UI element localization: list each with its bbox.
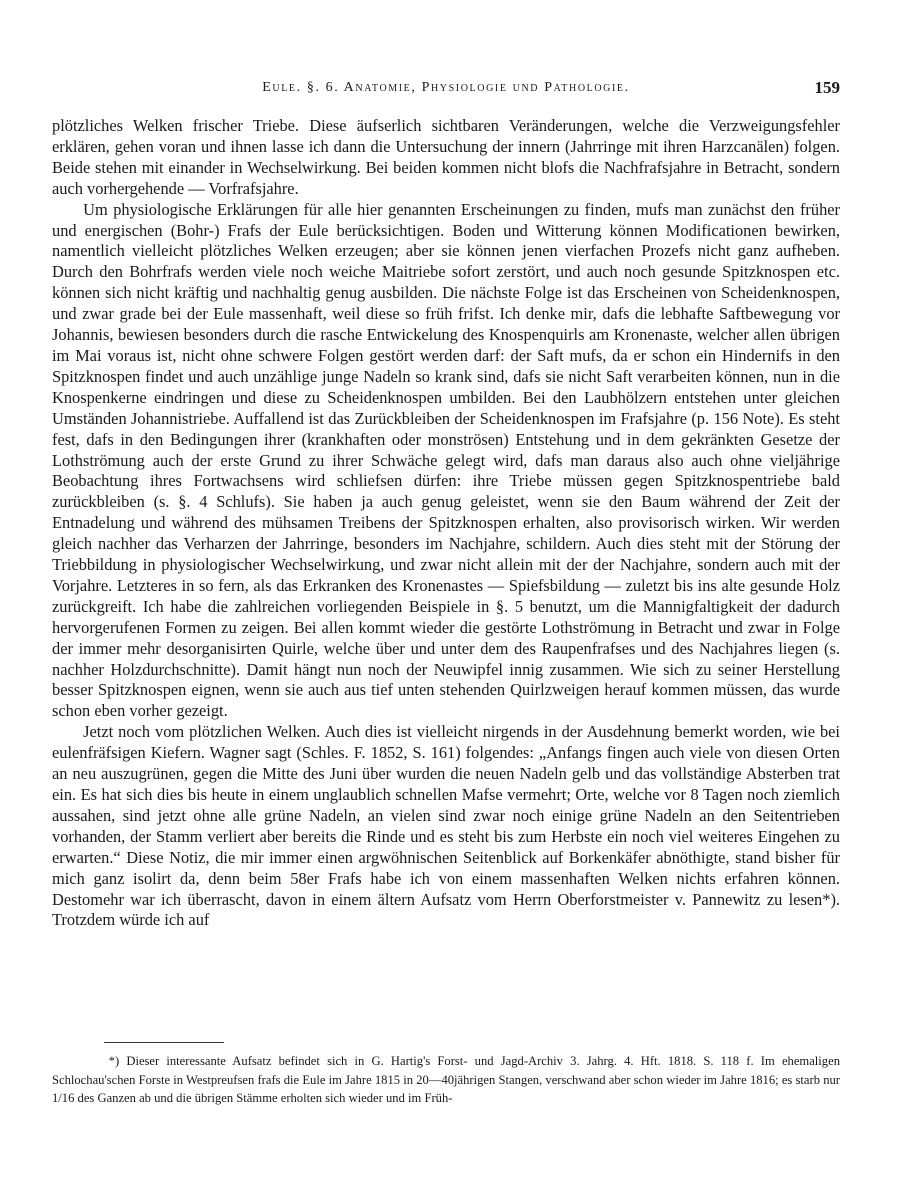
- body-text: [52, 116, 840, 931]
- page-header: [52, 80, 840, 104]
- page-number: 159: [814, 78, 840, 97]
- paragraph: Jetzt noch vom plötzlichen Welken. Auch dies ist vielleicht nirgends in der Ausdehnung bemerkt worden, wie bei eulenfräfsigen Kiefern. Wagner sagt (Schles. F. 1852, S. 161) folgendes: „Anfangs fingen auch viele von diesen Orten an neu auszugrünen, gegen die Mitte des Juni über wurden die neuen Nadeln gelb und das vollständige Absterben trat ein. Es hat sich dies bis heute in einem unglaublich schnellen Mafse vermehrt; Orte, welche vor 8 Tagen noch ziemlich aussahen, sind jetzt ohne alle grüne Nadeln, an vielen sind zwar noch einige grüne Nadeln an den Seitentrieben vorhanden, der Stamm verliert aber bereits die Rinde und es steht bis zum Herbste ein noch viel weiteres Eingehen zu erwarten.“ Diese Notiz, die mir immer einen argwöhnischen Seitenblick auf Borkenkäfer abnöthigte, stand bisher für mich ganz isolirt da, denn beim 58er Frafs habe ich von einem massenhaften Welken nichts erfahren können. Destomehr war ich überrascht, davon in einem ältern Aufsatz vom Herrn Oberforstmeister v. Pannewitz zu lesen*). Trotzdem würde ich auf: [52, 722, 840, 930]
- paragraph: plötzliches Welken frischer Triebe. Diese äufserlich sichtbaren Veränderungen, welche die Verzweigungsfehler erklären, gehen voran und ihnen lasse ich dann die Untersuchung der innern (Jahrringe mit ihren Harzcanälen) folgen. Beide stehen mit einander in Wechselwirkung. Bei beiden kommen nicht blofs die Nachfrafsjahre in Betracht, sondern auch vorhergehende — Vorfrafsjahre.: [52, 116, 840, 198]
- footnote-separator: [104, 1042, 224, 1043]
- footnote-text: *) Dieser interessante Aufsatz befindet sich in G. Hartig's Forst- und Jagd-Archiv 3. Jahrg. 4. Hft. 1818. S. 118 f. Im ehemaligen Schlochau'schen Forste in Westpreufsen frafs die Eule im Jahre 1815 in 20—40jährigen Stangen, verschwand aber schon wieder im Jahre 1816; es starb nur 1/16 des Ganzen ab und die übrigen Stämme erholten sich wieder und im Früh-: [52, 1054, 840, 1105]
- paragraph: Um physiologische Erklärungen für alle hier genannten Erscheinungen zu finden, mufs man zunächst den früher und energischen (Bohr-) Frafs der Eule berücksichtigen. Boden und Witterung können Modificationen bewirken, namentlich vielleicht plötzliches Welken erzeugen; aber sie können jenen vierfachen Prozefs nicht ganz aufheben. Durch den Bohrfrafs werden viele noch weiche Maitriebe sofort zerstört, und auch noch gesunde Spitzknospen etc. können sich nicht kräftig und nachhaltig genug ausbilden. Die nächste Folge ist das Erscheinen von Scheidenknospen, und zwar grade bei der Eule massenhaft, weil diese so früh frifst. Ich denke mir, dafs die lebhafte Saftbewegung vor Johannis, bewiesen besonders durch die rasche Entwickelung des Knospenquirls am Kronenaste, welcher allen übrigen im Mai voraus ist, nicht ohne schwere Folgen gestört werden darf: der Saft mufs, da er schon ein Hindernifs in den Spitzknospen findet und auch unzählige junge Nadeln so krank sind, dafs sie nicht Saft verarbeiten können, nun in die Knospenkerne eindringen und diese zu Scheidenknospen umbilden. Bei den Laubhölzern entstehen unter gleichen Umständen Johannistriebe. Auffallend ist das Zurückbleiben der Scheidenknospen im Frafsjahre (p. 156 Note). Es steht fest, dafs in den Bedingungen ihrer (krankhaften oder monströsen) Entstehung und in dem gekränkten Gesetze der Lothströmung auch der erste Grund zu ihrer Schwäche gelegt wird, dafs man daraus also auch ohne vieljährige Beobachtung ihres Fortwachsens wird schliefsen dürfen: ihre Triebe müssen gegen Spitzknospentriebe bald zurückbleiben (s. §. 4 Schlufs). Sie haben ja auch genug geleistet, wenn sie den Baum während der Zeit der Entnadelung und während des mühsamen Treibens der Spitzknospen erhalten, also provisorisch wirken. Wir werden gleich nachher das Verharzen der Jahrringe, besonders im Nachjahre, schildern. Auch dies steht mit der Störung der Triebbildung in physiologischer Wechselwirkung, und zwar nicht allein mit der der Nachjahre, sondern auch mit der Vorjahre. Letzteres in so fern, als das Erkranken des Kronenastes — Spiefsbildung — zuletzt bis ins alte gesunde Holz zurückgreift. Ich habe die zahlreichen vorliegenden Beispiele in §. 5 benutzt, um die Mannigfaltigkeit der dadurch hervorgerufenen Formen zu zeigen. Bei allen kommt wieder die gestörte Lothströmung in Betracht und zwar in Folge der immer mehr desorganisirten Quirle, welche über und unter dem des Raupenfrafses und des Nachjahres liegen (s. nachher Holzdurchschnitte). Damit hängt nun noch der Neuwipfel innig zusammen. Wie sich zu seiner Herstellung besser Spitzknospen eignen, wenn sie auch aus tief unten stehenden Quirlzweigen herauf kommen müssen, das wurde schon eben vorher gezeigt.: [52, 199, 840, 721]
- footnote: [52, 1052, 840, 1108]
- running-title: Eule. §. 6. Anatomie, Physiologie und Pathologie.: [262, 80, 630, 95]
